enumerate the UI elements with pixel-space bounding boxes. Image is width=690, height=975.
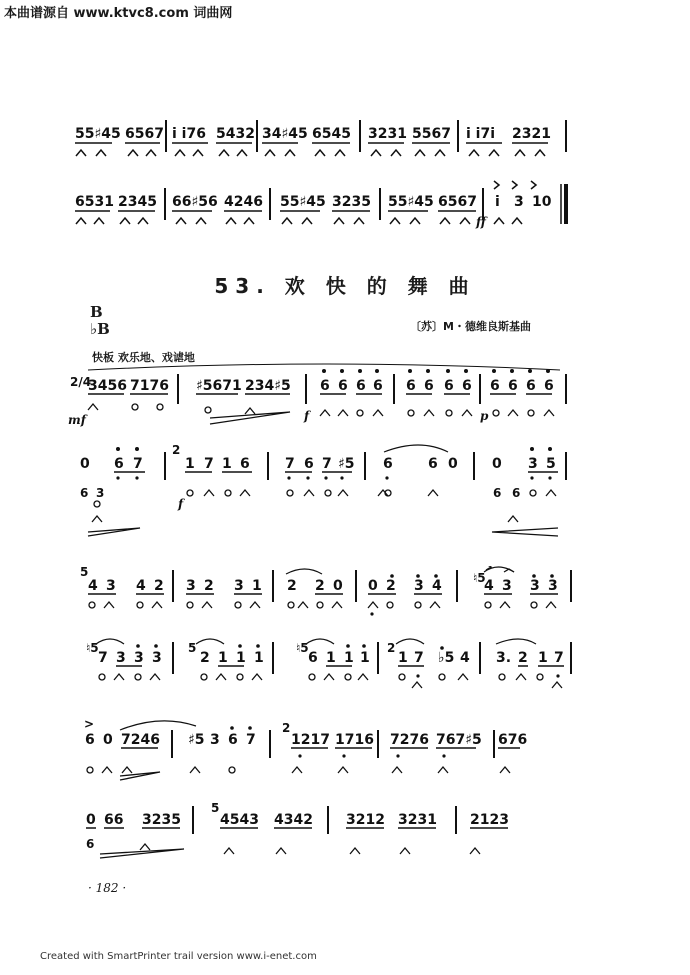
footer-credit: Created with SmartPrinter trail version www.i-enet.com xyxy=(40,951,317,962)
note: 2 xyxy=(204,578,214,594)
dynamic-ff: ff xyxy=(476,215,486,229)
note: 1 xyxy=(538,650,548,666)
note: 1 xyxy=(254,650,264,666)
note: 0 xyxy=(103,732,113,748)
note: 3 xyxy=(186,578,196,594)
staff-system-4 xyxy=(0,440,690,511)
note: 3. xyxy=(496,650,512,666)
note-group: 7246 xyxy=(121,732,160,748)
note: 7 xyxy=(204,456,214,472)
note: 7 xyxy=(322,456,332,472)
note: 10 xyxy=(532,194,552,210)
articulation-marks xyxy=(87,767,510,780)
accent-mark: > xyxy=(84,717,95,731)
note: 7 xyxy=(246,732,256,748)
note: 6 xyxy=(338,378,348,394)
note: 6 xyxy=(544,378,554,394)
time-signature: 2 xyxy=(172,443,181,457)
note: 3 xyxy=(234,578,244,594)
note-group: 3231 xyxy=(368,126,407,142)
note: 6 xyxy=(406,378,416,394)
note-group: 7276 xyxy=(390,732,429,748)
note: 1 xyxy=(252,578,262,594)
note-group: 6531 xyxy=(75,194,114,210)
key-line-2: ♭B xyxy=(90,320,110,338)
staff-system-8 xyxy=(0,800,690,860)
note-group: ♯5671 xyxy=(196,378,242,394)
time-signature: 5 xyxy=(188,641,197,655)
note: 6 xyxy=(444,378,454,394)
note-group: 5567 xyxy=(412,126,451,142)
note: 6 xyxy=(320,378,330,394)
note: 6 xyxy=(308,650,318,666)
tie xyxy=(286,569,322,574)
staccato-dots xyxy=(322,369,550,373)
note: 3 xyxy=(414,578,424,594)
dynamic-f: f xyxy=(304,409,310,423)
note: 7 xyxy=(133,456,143,472)
note: 0 xyxy=(492,456,502,472)
note-group: i i76 xyxy=(172,126,206,142)
note-group: i i7i xyxy=(466,126,496,142)
harmony-note: 6 xyxy=(493,486,502,500)
articulation-marks xyxy=(100,844,480,858)
articulation-marks xyxy=(99,674,562,688)
composer-credit: 〔苏〕M・德维良斯基曲 xyxy=(410,320,531,333)
note: 6 xyxy=(304,456,314,472)
note: 1 xyxy=(236,650,246,666)
note: ♯5 xyxy=(188,732,205,748)
note: 2 xyxy=(386,578,396,594)
note: 0 xyxy=(333,578,343,594)
note: 7 xyxy=(98,650,108,666)
note-group: 3235 xyxy=(332,194,371,210)
note: 5 xyxy=(546,456,556,472)
note-group: 4543 xyxy=(220,812,259,828)
time-signature: ♮5 xyxy=(296,641,309,655)
time-signature: 2 xyxy=(387,641,396,655)
note: 3 xyxy=(210,732,220,748)
staff-system-3 xyxy=(0,362,690,427)
note: 4 xyxy=(432,578,442,594)
note: 1 xyxy=(218,650,228,666)
note: 3 xyxy=(514,194,524,210)
note-group: 4342 xyxy=(274,812,313,828)
harmony-note: 3 xyxy=(96,486,105,500)
note-group: 6567 xyxy=(125,126,164,142)
tempo-marking: 快板 欢乐地、戏谑地 xyxy=(92,351,195,364)
note-group: 2345 xyxy=(118,194,157,210)
note: 0 xyxy=(86,812,96,828)
dynamic-f: f xyxy=(178,497,184,511)
note: 6 xyxy=(85,732,95,748)
note: 1 xyxy=(185,456,195,472)
note-group: 55♯45 xyxy=(280,194,326,210)
note: 6 xyxy=(490,378,500,394)
harmony-note: 6 xyxy=(80,486,89,500)
note: 6 xyxy=(114,456,124,472)
note: 3 xyxy=(152,650,162,666)
note-group: 3212 xyxy=(346,812,385,828)
note-group: 3235 xyxy=(142,812,181,828)
time-signature: 2 xyxy=(282,721,291,735)
note: ♭5 xyxy=(438,650,455,666)
note: 2 xyxy=(287,578,297,594)
time-signature: 5 xyxy=(211,801,220,815)
note: 3 xyxy=(528,456,538,472)
note: 3 xyxy=(548,578,558,594)
staff-system-6 xyxy=(0,638,690,698)
note-group: 3456 xyxy=(88,378,127,394)
time-signature: ♮5 xyxy=(473,571,486,585)
time-signature: ♮5 xyxy=(86,641,99,655)
note: 3 xyxy=(106,578,116,594)
note: 6 xyxy=(508,378,518,394)
note-group: 66 xyxy=(104,812,124,828)
staff-system-2 xyxy=(0,180,690,240)
note-group: 234♯5 xyxy=(245,378,291,394)
note-group: 66♯56 xyxy=(172,194,218,210)
note: 0 xyxy=(368,578,378,594)
note: 6 xyxy=(526,378,536,394)
note-group: 1217 xyxy=(291,732,330,748)
harmony-note: 6 xyxy=(86,837,95,851)
note-group: 5432 xyxy=(216,126,255,142)
note: 3 xyxy=(134,650,144,666)
note: 6 xyxy=(428,456,438,472)
note: 4 xyxy=(484,578,494,594)
slur xyxy=(120,721,196,730)
site-watermark: 本曲谱源自 www.ktvc8.com 词曲网 xyxy=(4,6,233,21)
note-group: 1716 xyxy=(335,732,374,748)
note: 1 xyxy=(344,650,354,666)
note-group: 55♯45 xyxy=(75,126,121,142)
page-number: · 182 · xyxy=(88,881,127,895)
note: 2 xyxy=(315,578,325,594)
note: 7 xyxy=(414,650,424,666)
note: 6 xyxy=(228,732,238,748)
note: 3 xyxy=(502,578,512,594)
note: 6 xyxy=(356,378,366,394)
note: 3 xyxy=(530,578,540,594)
note: 0 xyxy=(448,456,458,472)
articulation-marks xyxy=(88,490,558,536)
staff-system-1 xyxy=(0,112,690,172)
note: 6 xyxy=(240,456,250,472)
note: 6 xyxy=(373,378,383,394)
note-group: 767♯5 xyxy=(436,732,482,748)
note: 1 xyxy=(360,650,370,666)
note: 6 xyxy=(383,456,393,472)
note: 1 xyxy=(398,650,408,666)
note-group: 6545 xyxy=(312,126,351,142)
note-group: 3231 xyxy=(398,812,437,828)
note-group: 34♯45 xyxy=(262,126,308,142)
note: 2 xyxy=(154,578,164,594)
harmony-note: 6 xyxy=(512,486,521,500)
dynamic-p: p xyxy=(480,409,489,423)
note: 3 xyxy=(116,650,126,666)
note: 7 xyxy=(285,456,295,472)
time-signature: 5 xyxy=(80,566,89,579)
note: 6 xyxy=(424,378,434,394)
note: 4 xyxy=(136,578,146,594)
note: 4 xyxy=(88,578,98,594)
note-group: 7176 xyxy=(130,378,169,394)
note: 2 xyxy=(518,650,528,666)
note: 7 xyxy=(554,650,564,666)
note-group: 4246 xyxy=(224,194,263,210)
slurs xyxy=(96,639,536,644)
note-group: 2123 xyxy=(470,812,509,828)
staff-system-7 xyxy=(0,712,690,772)
staccato-dots xyxy=(116,447,552,480)
note-group: 2321 xyxy=(512,126,551,142)
note: 1 xyxy=(222,456,232,472)
key-line-1: B xyxy=(90,303,103,321)
note: 2 xyxy=(200,650,210,666)
note: 1 xyxy=(326,650,336,666)
note: ♯5 xyxy=(338,456,355,472)
staccato-dots xyxy=(370,574,553,615)
bar-line xyxy=(173,642,571,674)
note: 4 xyxy=(460,650,470,666)
time-signature: 2/4 xyxy=(70,375,92,389)
key-signature xyxy=(90,304,110,338)
dynamic-mf: mf xyxy=(68,413,86,427)
tie xyxy=(384,445,448,452)
accent-marks xyxy=(76,150,545,156)
note-group: 676 xyxy=(498,732,528,748)
note: i xyxy=(495,194,500,210)
staff-system-5 xyxy=(0,566,690,626)
piece-title: 53. 欢 快 的 舞 曲 xyxy=(214,274,476,298)
note-group: 55♯45 xyxy=(388,194,434,210)
note-group: 6567 xyxy=(438,194,477,210)
note: 6 xyxy=(462,378,472,394)
note: 0 xyxy=(80,456,90,472)
